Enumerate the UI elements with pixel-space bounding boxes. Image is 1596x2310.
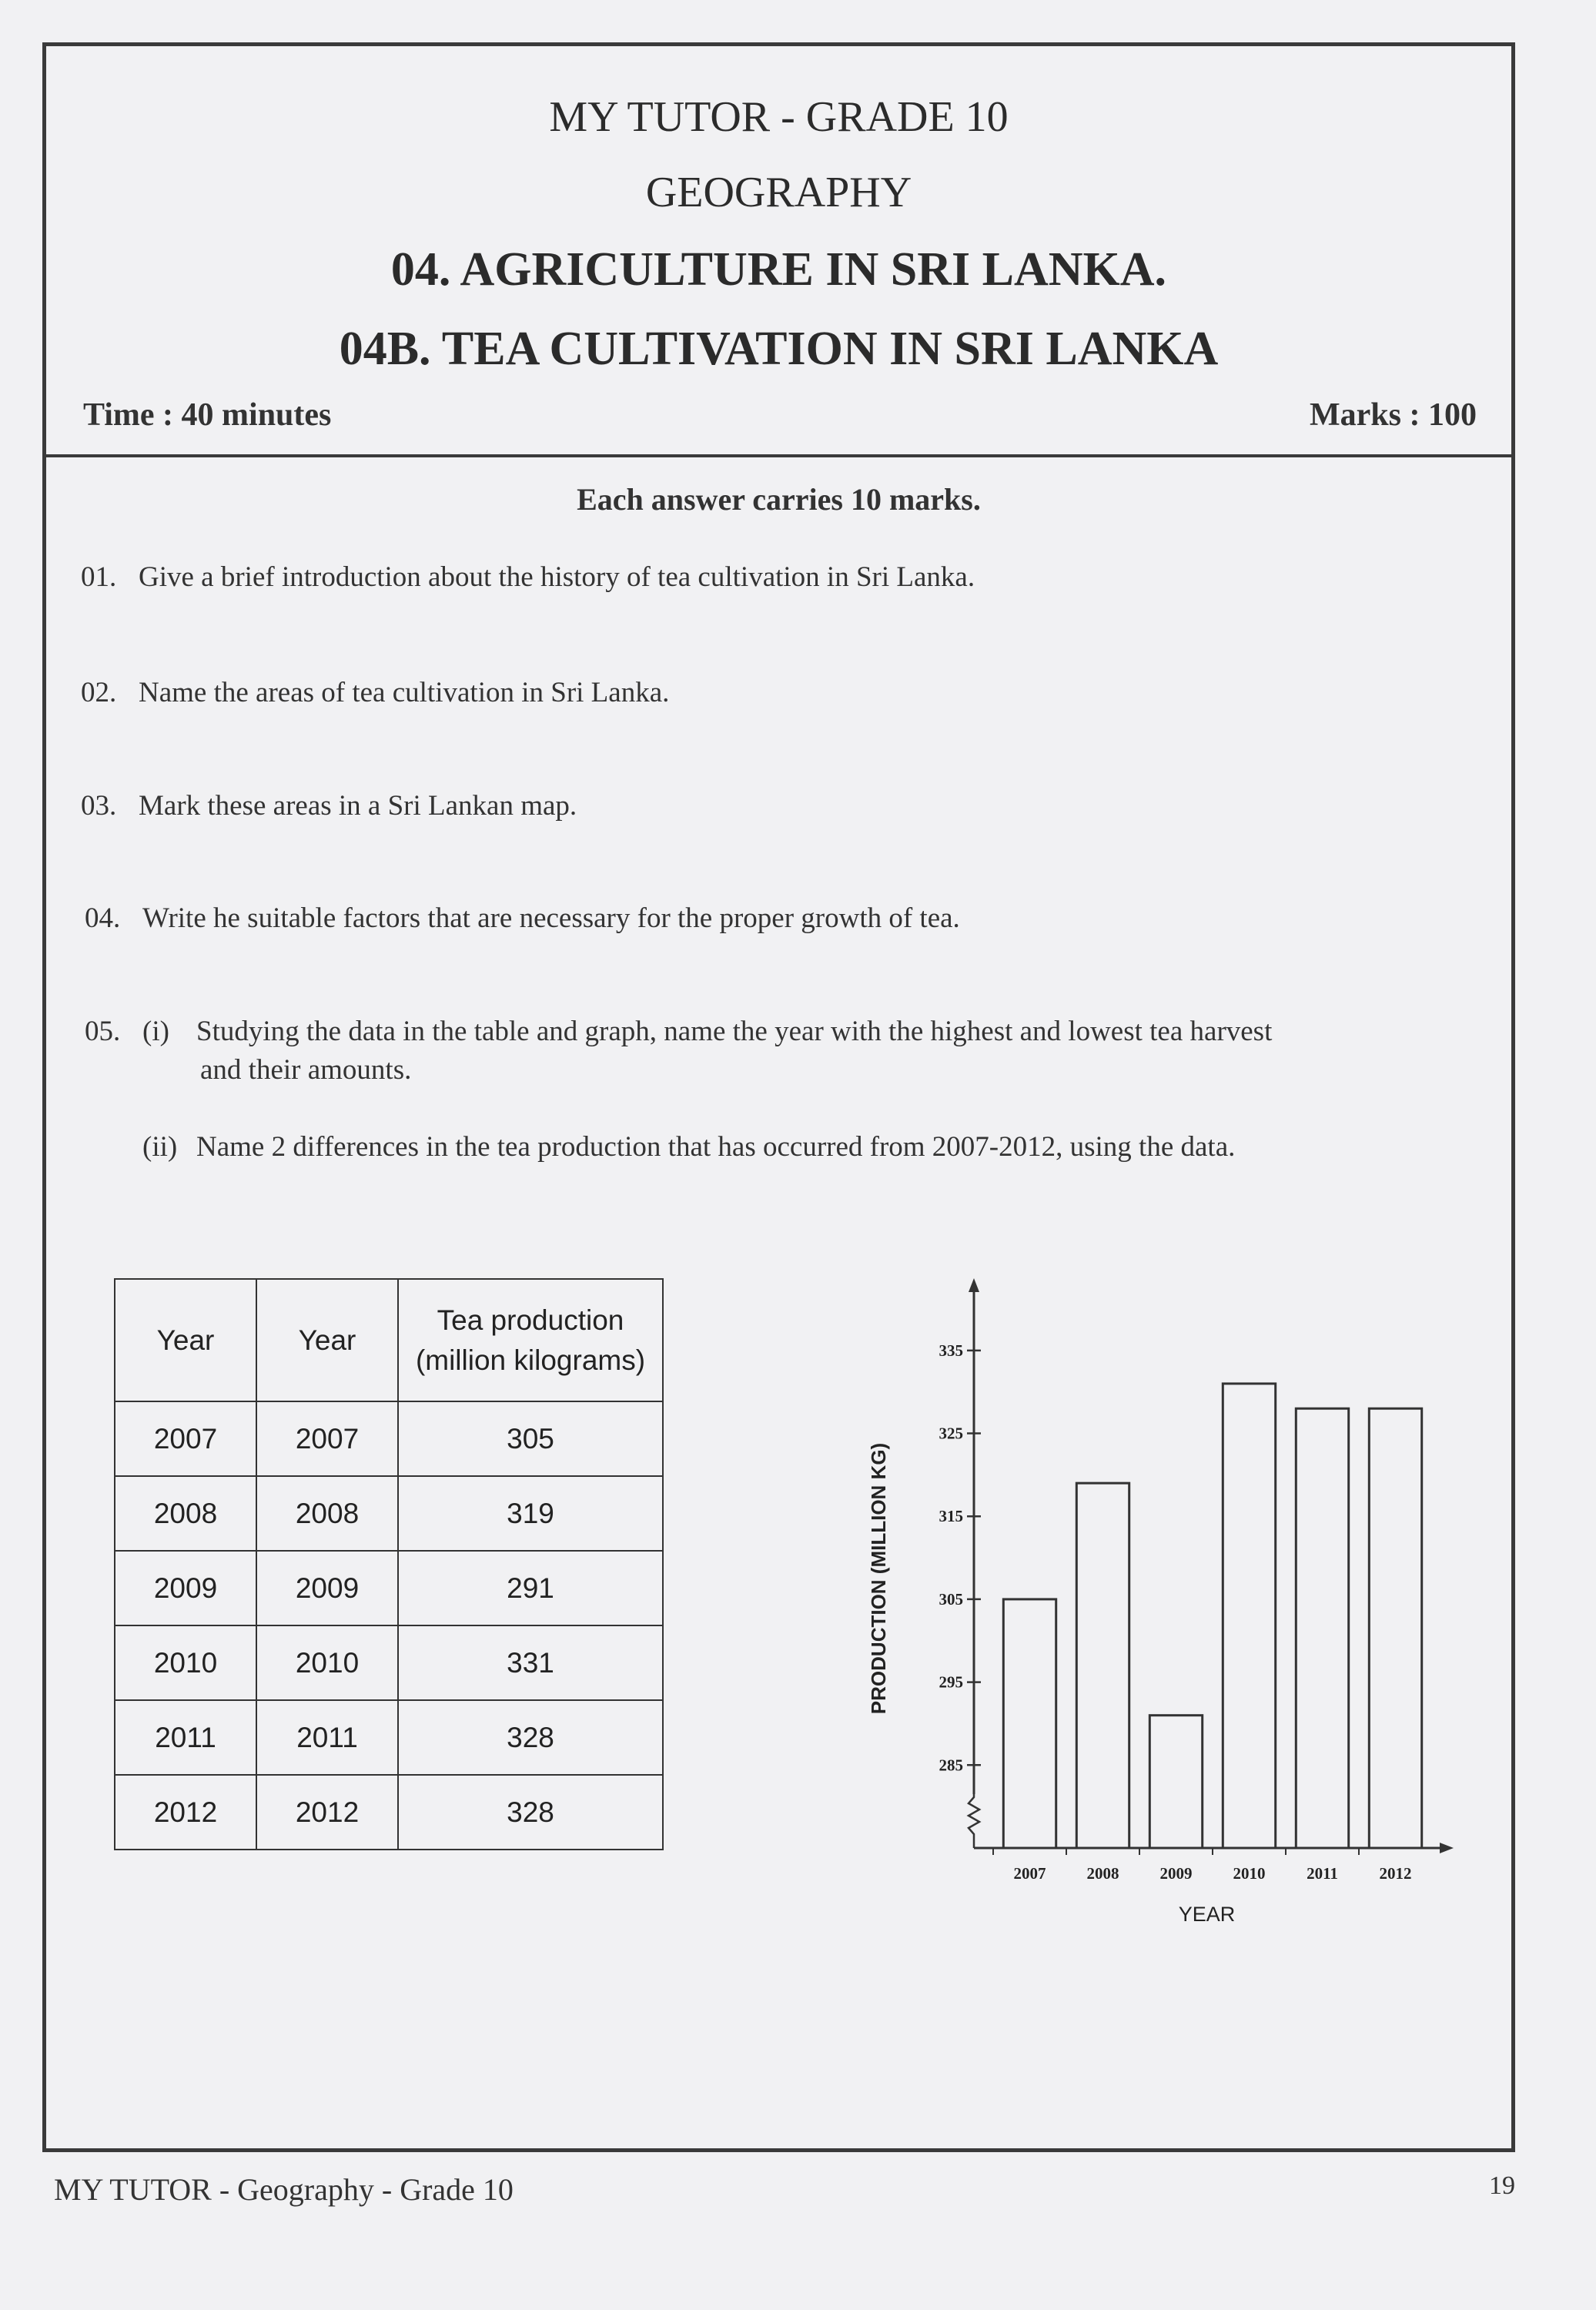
table-cell: 319: [398, 1476, 663, 1551]
table-cell: 328: [398, 1700, 663, 1775]
footer-title: MY TUTOR - Geography - Grade 10: [54, 2172, 514, 2207]
table-cell: 2008: [256, 1476, 398, 1551]
table-cell: 2009: [115, 1551, 256, 1625]
bar: [1296, 1408, 1348, 1848]
table-cell: 2010: [256, 1625, 398, 1700]
question-number: 03.: [81, 790, 117, 822]
chapter-title: 04. AGRICULTURE IN SRI LANKA.: [390, 243, 1167, 296]
table-cell: 2012: [256, 1775, 398, 1850]
column-header: Tea production (million kilograms): [398, 1279, 663, 1401]
y-tick-label: 295: [939, 1672, 963, 1692]
table-row: [115, 1551, 663, 1625]
header-title: MY TUTOR - GRADE 10: [549, 93, 1009, 141]
x-axis-arrow: [1440, 1843, 1454, 1853]
table-cell: 2011: [256, 1700, 398, 1775]
bar: [1369, 1408, 1421, 1848]
table-header-row: [115, 1279, 663, 1401]
question-text: Name 2 differences in the tea production that has occurred from 2007-2012, using the data.: [196, 1131, 1236, 1163]
sub-question-number: (i): [142, 1016, 169, 1047]
question-number: 04.: [85, 902, 121, 934]
question-text: Give a brief introduction about the history of tea cultivation in Sri Lanka.: [139, 561, 975, 593]
x-tick-label: 2011: [1307, 1864, 1338, 1883]
sub-question-number: (ii): [142, 1131, 178, 1163]
question-number: 01.: [81, 561, 117, 593]
y-tick-label: 285: [939, 1756, 963, 1775]
table-cell: 305: [398, 1401, 663, 1476]
header-divider: [46, 454, 1511, 457]
question-number: 05.: [85, 1016, 121, 1047]
y-tick-label: 335: [939, 1341, 963, 1360]
table-row: [115, 1476, 663, 1551]
table-row: [115, 1700, 663, 1775]
bar: [1223, 1384, 1275, 1848]
table-cell: 2007: [256, 1401, 398, 1476]
axis-break: [969, 1794, 979, 1848]
y-tick-label: 325: [939, 1424, 963, 1443]
question-05-i: [85, 1013, 1471, 1090]
x-tick-label: 2008: [1086, 1864, 1119, 1883]
marks-label: Marks : 100: [1310, 397, 1477, 433]
y-tick-label: 315: [939, 1507, 963, 1526]
question-text-continued: and their amounts.: [200, 1054, 412, 1086]
table-cell: 2011: [115, 1700, 256, 1775]
bar: [1076, 1483, 1129, 1848]
production-chart: [855, 1278, 1471, 1933]
y-tick-label: 305: [939, 1589, 963, 1609]
table-cell: 2010: [115, 1625, 256, 1700]
bar-chart-svg: [855, 1278, 1471, 1933]
tea-production-table: [114, 1278, 664, 1850]
bar: [1003, 1599, 1056, 1848]
table-row: [115, 1401, 663, 1476]
header-subject: GEOGRAPHY: [645, 169, 912, 216]
table-cell: 328: [398, 1775, 663, 1850]
question-text: Name the areas of tea cultivation in Sri Lanka.: [139, 677, 670, 708]
table-cell: 2007: [115, 1401, 256, 1476]
page-frame: [42, 42, 1515, 2152]
x-axis-label: YEAR: [1178, 1903, 1236, 1926]
y-axis-label: PRODUCTION (MILLION KG): [867, 1442, 890, 1715]
page-number: 19: [1489, 2171, 1515, 2200]
section-title: 04B. TEA CULTIVATION IN SRI LANKA: [339, 323, 1219, 375]
table-cell: 2012: [115, 1775, 256, 1850]
question-04: [85, 899, 960, 938]
table-row: [115, 1625, 663, 1700]
column-header: Year: [256, 1279, 398, 1401]
table-cell: 2009: [256, 1551, 398, 1625]
question-text: Write he suitable factors that are necessary for the proper growth of tea.: [142, 902, 960, 934]
x-tick-label: 2007: [1013, 1864, 1046, 1883]
x-tick-label: 2009: [1159, 1864, 1193, 1883]
question-05-ii: [142, 1128, 1235, 1167]
question-text: Studying the data in the table and graph, name the year with the highest and lowest tea harvest: [196, 1016, 1273, 1047]
table-row: [115, 1775, 663, 1850]
time-label: Time : 40 minutes: [83, 397, 332, 433]
x-tick-label: 2012: [1379, 1864, 1412, 1883]
bar: [1149, 1716, 1202, 1848]
table-cell: 2008: [115, 1476, 256, 1551]
column-header: Year: [115, 1279, 256, 1401]
table-cell: 291: [398, 1551, 663, 1625]
question-01: [81, 558, 975, 597]
question-text: Mark these areas in a Sri Lankan map.: [139, 790, 577, 822]
question-number: 02.: [81, 677, 117, 708]
instruction: Each answer carries 10 marks.: [577, 482, 981, 517]
y-axis-arrow: [969, 1278, 979, 1292]
x-tick-label: 2010: [1233, 1864, 1266, 1883]
question-02: [81, 674, 669, 712]
question-03: [81, 787, 577, 825]
table-cell: 331: [398, 1625, 663, 1700]
